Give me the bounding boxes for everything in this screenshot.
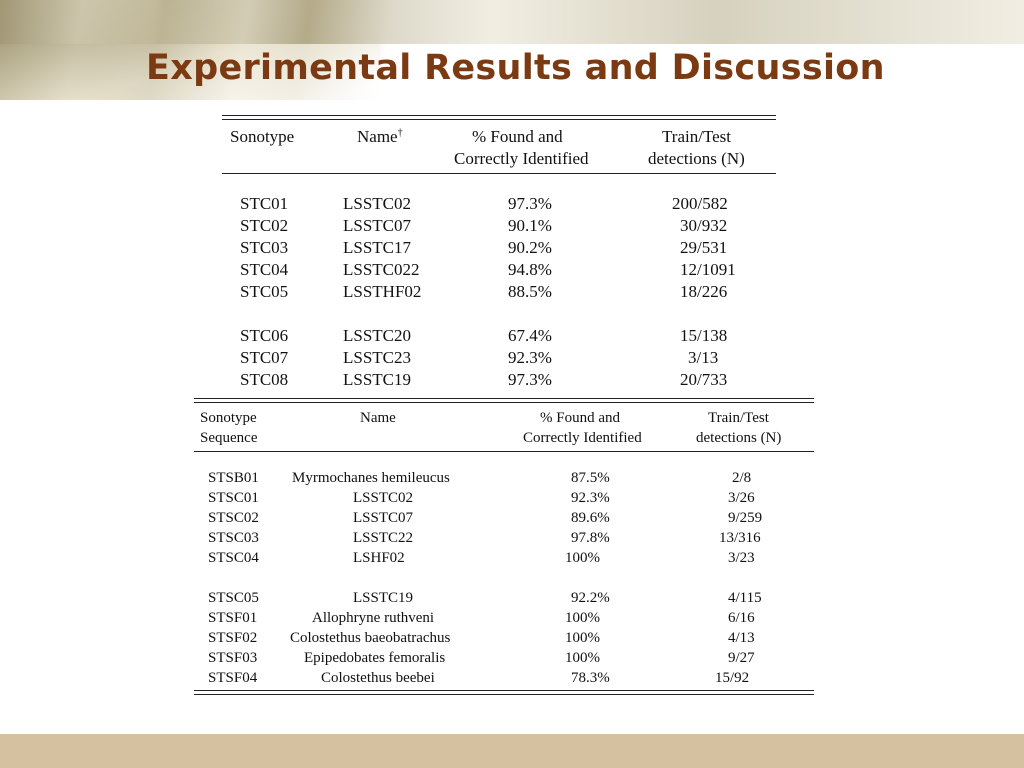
t2-train: 9/27 (728, 650, 755, 666)
t2-name: Epipedobates femoralis (304, 650, 446, 666)
t1-found: 97.3% (508, 370, 552, 385)
t2-found: 97.8% (571, 530, 610, 546)
t1-sonotype: STC03 (240, 238, 289, 257)
header-sequence: Sequence (200, 430, 258, 446)
t1-found: 94.8% (508, 260, 552, 279)
results-table-2 (194, 398, 814, 698)
t2-found: 100% (565, 650, 600, 666)
header-sonotype: Sonotype (230, 127, 295, 146)
table-rule (194, 402, 814, 403)
t1-name: LSSTC07 (343, 216, 412, 235)
header-found-line1: % Found and (540, 410, 620, 426)
header-found-line1: % Found and (472, 127, 563, 146)
t2-name: Myrmochanes hemileucus (292, 470, 450, 486)
header-train-line2: detections (N) (696, 430, 782, 446)
t1-train: 200/582 (672, 194, 728, 213)
t1-found: 97.3% (508, 194, 552, 213)
header-sonotype: Sonotype (200, 410, 257, 426)
table-rule (222, 119, 776, 120)
results-table-1 (222, 115, 778, 385)
footer-bar (0, 734, 1024, 768)
t2-name: Colostethus baeobatrachus (290, 630, 451, 646)
t2-train: 3/23 (728, 550, 755, 566)
t2-sonotype: STSF03 (208, 650, 258, 666)
header-name: Name† (357, 127, 403, 146)
t1-name: LSSTHF02 (343, 282, 422, 301)
t1-train: 15/138 (680, 326, 728, 345)
t2-found: 89.6% (571, 510, 610, 526)
t2-sonotype: STSF02 (208, 630, 258, 646)
header-found-line2: Correctly Identified (454, 149, 589, 168)
t2-name: LSHF02 (353, 550, 405, 566)
t1-sonotype: STC07 (240, 348, 289, 367)
table-rule (222, 173, 776, 174)
t2-name: LSSTC02 (353, 490, 414, 506)
t1-train: 18/226 (680, 282, 728, 301)
t1-name: LSSTC02 (343, 194, 412, 213)
t1-sonotype: STC02 (240, 216, 289, 235)
t2-found: 92.2% (571, 590, 610, 606)
t1-sonotype: STC05 (240, 282, 289, 301)
t2-train: 4/115 (728, 590, 762, 606)
t2-name: Colostethus beebei (321, 670, 435, 686)
table-rule (222, 115, 776, 116)
header-train-line1: Train/Test (708, 410, 769, 426)
t2-train: 13/316 (719, 530, 761, 546)
t1-name: LSSTC19 (343, 370, 412, 385)
t1-train: 29/531 (680, 238, 728, 257)
header-found-line2: Correctly Identified (523, 430, 642, 446)
table-rule (194, 694, 814, 695)
t1-name: LSSTC20 (343, 326, 412, 345)
t1-name: LSSTC23 (343, 348, 412, 367)
t2-train: 9/259 (728, 510, 763, 526)
t2-name: LSSTC19 (353, 590, 414, 606)
t2-found: 87.5% (571, 470, 610, 486)
table-rule (194, 690, 814, 691)
t2-train: 2/8 (732, 470, 752, 486)
header-train-line1: Train/Test (662, 127, 732, 146)
t2-sonotype: STSF01 (208, 610, 258, 626)
t2-train: 6/16 (728, 610, 755, 626)
t1-train: 30/932 (680, 216, 728, 235)
t2-sonotype: STSC01 (208, 490, 259, 506)
t1-found: 90.1% (508, 216, 552, 235)
t2-name: Allophryne ruthveni (312, 610, 435, 626)
t2-found: 100% (565, 550, 600, 566)
t2-name: LSSTC07 (353, 510, 414, 526)
table-rule (194, 398, 814, 399)
t2-sonotype: STSC05 (208, 590, 259, 606)
t1-sonotype: STC06 (240, 326, 289, 345)
header-train-line2: detections (N) (648, 149, 745, 168)
t2-train: 4/13 (728, 630, 755, 646)
t2-sonotype: STSC04 (208, 550, 259, 566)
t1-sonotype: STC04 (240, 260, 289, 279)
t2-found: 100% (565, 630, 600, 646)
t2-found: 78.3% (571, 670, 610, 686)
t1-found: 67.4% (508, 326, 552, 345)
t2-found: 92.3% (571, 490, 610, 506)
t2-sonotype: STSB01 (208, 470, 259, 486)
t2-sonotype: STSC02 (208, 510, 259, 526)
t2-sonotype: STSF04 (208, 670, 258, 686)
table-rule (194, 451, 814, 452)
t1-train: 20/733 (680, 370, 728, 385)
t2-sonotype: STSC03 (208, 530, 259, 546)
t2-found: 100% (565, 610, 600, 626)
t1-found: 88.5% (508, 282, 552, 301)
t1-found: 92.3% (508, 348, 552, 367)
t1-sonotype: STC01 (240, 194, 289, 213)
t2-train: 15/92 (715, 670, 750, 686)
t2-name: LSSTC22 (353, 530, 414, 546)
dagger-mark: † (397, 127, 403, 139)
header-name: Name (360, 410, 396, 426)
t1-train: 3/13 (688, 348, 719, 367)
t1-found: 90.2% (508, 238, 552, 257)
t2-train: 3/26 (728, 490, 755, 506)
slide-title: Experimental Results and Discussion (146, 48, 885, 88)
header-stripe (0, 0, 1024, 44)
t1-sonotype: STC08 (240, 370, 289, 385)
t1-train: 12/1091 (680, 260, 736, 279)
t1-name: LSSTC17 (343, 238, 412, 257)
t1-name: LSSTC022 (343, 260, 420, 279)
